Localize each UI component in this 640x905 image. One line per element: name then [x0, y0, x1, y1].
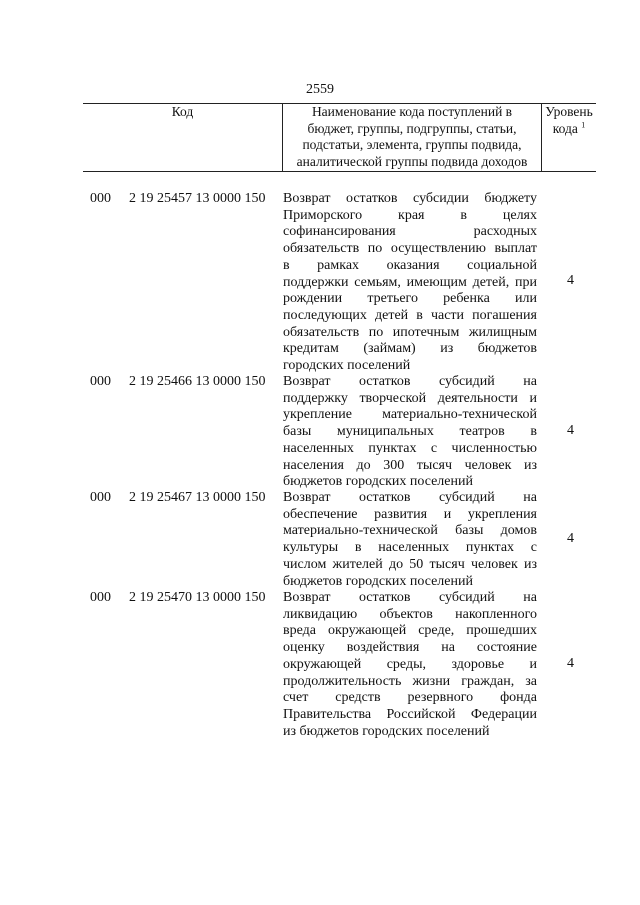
row-prefix: 000	[90, 590, 111, 605]
description-line: оценку воздействия на состояние	[283, 640, 537, 656]
description-line: вреда окружающей среде, прошедших	[283, 623, 537, 639]
description-line: в рамках оказания социальной	[283, 257, 537, 273]
description-line: из бюджетов городских поселений	[283, 723, 490, 739]
description-line: Возврат остатков субсидий на	[283, 590, 537, 605]
description-line: бюджетов городских поселений	[283, 474, 473, 490]
header-name-cell	[283, 104, 542, 172]
description-line: Возврат остатков субсидий на	[283, 490, 537, 505]
description-line: населенных пунктах с численностью	[283, 440, 537, 456]
row-prefix: 000	[90, 374, 111, 389]
description-line: обязательств по ипотечным жилищным	[283, 324, 537, 340]
description-line: счет средств резервного фонда	[283, 690, 537, 706]
row-code: 2 19 25466 13 0000 150	[129, 374, 266, 389]
header-name-line: бюджет, группы, подгруппы, статьи,	[307, 120, 517, 136]
description-line: окружающей среды, здоровье и	[283, 656, 537, 672]
description-line: базы муниципальных театров в	[283, 424, 537, 440]
header-level-label: Уровень	[545, 104, 593, 119]
description-line: рождении третьего ребенка или	[283, 291, 537, 307]
description-line: культуры в населенных пунктах с	[283, 540, 537, 556]
description-line: продолжительность жизни граждан, за	[283, 673, 537, 689]
row-prefix: 000	[90, 490, 111, 505]
row-description	[283, 490, 537, 590]
row-level: 4	[567, 656, 574, 671]
description-line: населения до 300 тысяч человек из	[283, 457, 537, 473]
description-line: обеспечение развития и укрепления	[283, 506, 537, 522]
row-description	[283, 374, 537, 491]
row-code: 2 19 25470 13 0000 150	[129, 590, 266, 605]
description-line: Возврат остатков субсидий на	[283, 374, 537, 389]
row-prefix: 000	[90, 191, 111, 206]
table-header	[83, 103, 596, 172]
row-description	[283, 191, 537, 375]
row-level: 4	[567, 273, 574, 288]
footnote-marker: 1	[581, 120, 586, 129]
description-line: софинансирования расходных	[283, 224, 537, 240]
description-line: поддержки семьям, имеющим детей, при	[283, 274, 537, 290]
header-code-cell	[83, 104, 283, 172]
header-level-label-2: кода	[552, 120, 578, 136]
description-line: обязательств по осуществлению выплат	[283, 241, 537, 257]
row-description	[283, 590, 537, 740]
header-name-line: Наименование кода поступлений в	[311, 104, 513, 119]
description-line: поддержку творческой деятельности и	[283, 390, 537, 406]
row-code: 2 19 25457 13 0000 150	[129, 191, 266, 206]
header-name-line: подстатьи, элемента, группы подвида,	[302, 137, 522, 152]
description-line: ликвидацию объектов накопленного	[283, 606, 537, 622]
description-line: укрепление материально-технической	[283, 407, 537, 423]
description-line: материально-технической базы домов	[283, 523, 537, 539]
description-line: кредитам (займам) из бюджетов	[283, 341, 537, 357]
description-line: Возврат остатков субсидии бюджету	[283, 191, 537, 206]
row-level: 4	[567, 531, 574, 546]
row-level: 4	[567, 423, 574, 438]
header-name-line: аналитической группы подвида доходов	[296, 153, 528, 169]
description-line: бюджетов городских поселений	[283, 573, 473, 589]
row-code: 2 19 25467 13 0000 150	[129, 490, 266, 505]
description-line: последующих детей в части погашения	[283, 307, 537, 323]
description-line: городских поселений	[283, 358, 411, 374]
page-number: 2559	[306, 82, 334, 97]
description-line: числом жителей до 50 тысяч человек из	[283, 556, 537, 572]
header-code-label: Код	[171, 104, 194, 119]
description-line: Приморского края в целях	[283, 207, 537, 223]
description-line: Правительства Российской Федерации	[283, 706, 537, 722]
header-level-cell	[542, 104, 597, 172]
